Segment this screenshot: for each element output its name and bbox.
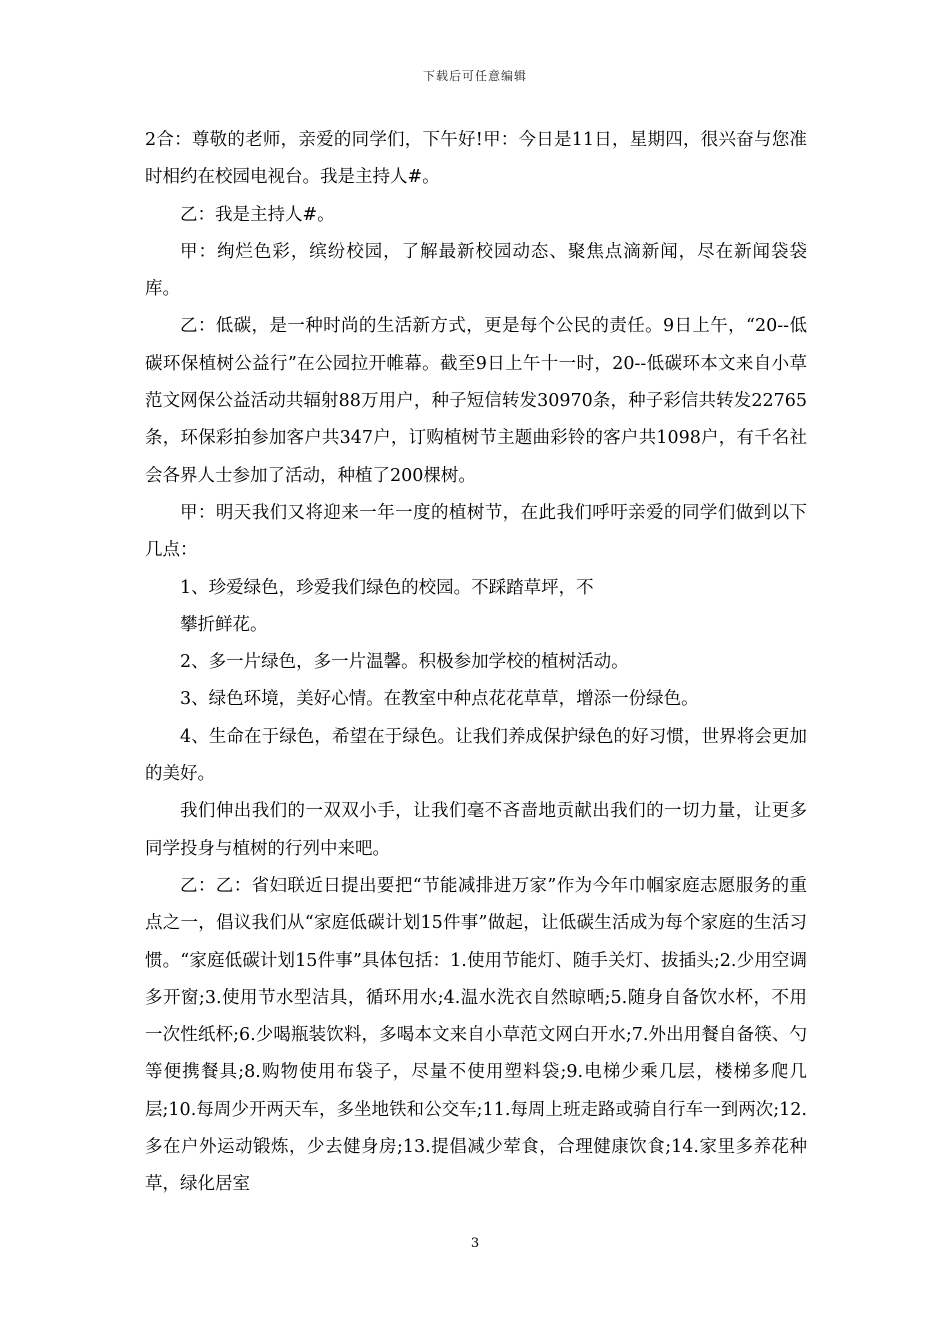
paragraph-yi-host: 乙：我是主持人#。: [180, 204, 335, 225]
paragraph-tree-day: 甲：明天我们又将迎来一年一度的植树节，在此我们呼吁亲爱的同学们做到以下几点：: [145, 502, 807, 561]
list-item-1-continued: 攀折鲜花。: [180, 614, 268, 635]
list-item-1: 1、珍爱绿色，珍爱我们绿色的校园。不踩踏草坪，不: [180, 577, 594, 598]
document-body: [145, 122, 807, 1204]
page-number: 3: [470, 1236, 480, 1251]
paragraph-low-carbon: 乙：低碳，是一种时尚的生活新方式，更是每个公民的责任。9日上午，“20--低碳环保植树公益行”在公园拉开帷幕。截至9日上午十一时，20--低碳环本文来自小草范文网保公益活动共辐射88万用户，种子短信转发30970条，种子彩信共转发22765条，环保彩拍参加客户共347户，订购植树节主题曲彩铃的客户共1098户，有千名社会各界人士参加了活动，种植了200棵树。: [145, 316, 807, 486]
list-item-3: 3、绿色环境，美好心情。在教室中种点花花草草，增添一份绿色。: [180, 689, 699, 710]
list-item-4: 4、生命在于绿色，希望在于绿色。让我们养成保护绿色的好习惯，世界将会更加的美好。: [145, 726, 807, 785]
paragraph-opening: 2合：尊敬的老师，亲爱的同学们，下午好!甲：今日是11日，星期四，很兴奋与您准时相约在校园电视台。我是主持人#。: [145, 130, 807, 188]
paragraph-jia-intro: 甲：绚烂色彩，缤纷校园，了解最新校园动态、聚焦点滴新闻，尽在新闻袋袋库。: [145, 241, 807, 300]
list-item-2: 2、多一片绿色，多一片温馨。积极参加学校的植树活动。: [180, 652, 629, 673]
page-header: 下载后可任意编辑: [422, 69, 527, 83]
paragraph-call-to-action: 我们伸出我们的一双双小手，让我们毫不吝啬地贡献出我们的一切力量，让更多同学投身与植树的行列中来吧。: [145, 801, 807, 859]
paragraph-family-low-carbon: 乙：乙：省妇联近日提出要把“节能减排进万家”作为今年巾帼家庭志愿服务的重点之一，倡议我们从“家庭低碳计划15件事”做起，让低碳生活成为每个家庭的生活习惯。“家庭低碳计划15件事”具体包括：1.使用节能灯、随手关灯、拔插头;2.少用空调多开窗;3.使用节水型洁具，循环用水;4.温水洗衣自然晾晒;5.随身自备饮水杯，不用一次性纸杯;6.少喝瓶装饮料，多喝本文来自小草范文网白开水;7.外出用餐自备筷、勺等便携餐具;8.购物使用布袋子，尽量不使用塑料袋;9.电梯少乘几层，楼梯多爬几层;10.每周少开两天车，多坐地铁和公交车;11.每周上班走路或骑自行车一到两次;12.多在户外运动锻炼，少去健身房;13.提倡减少荤食，合理健康饮食;14.家里多养花种草，绿化居室: [145, 875, 807, 1195]
